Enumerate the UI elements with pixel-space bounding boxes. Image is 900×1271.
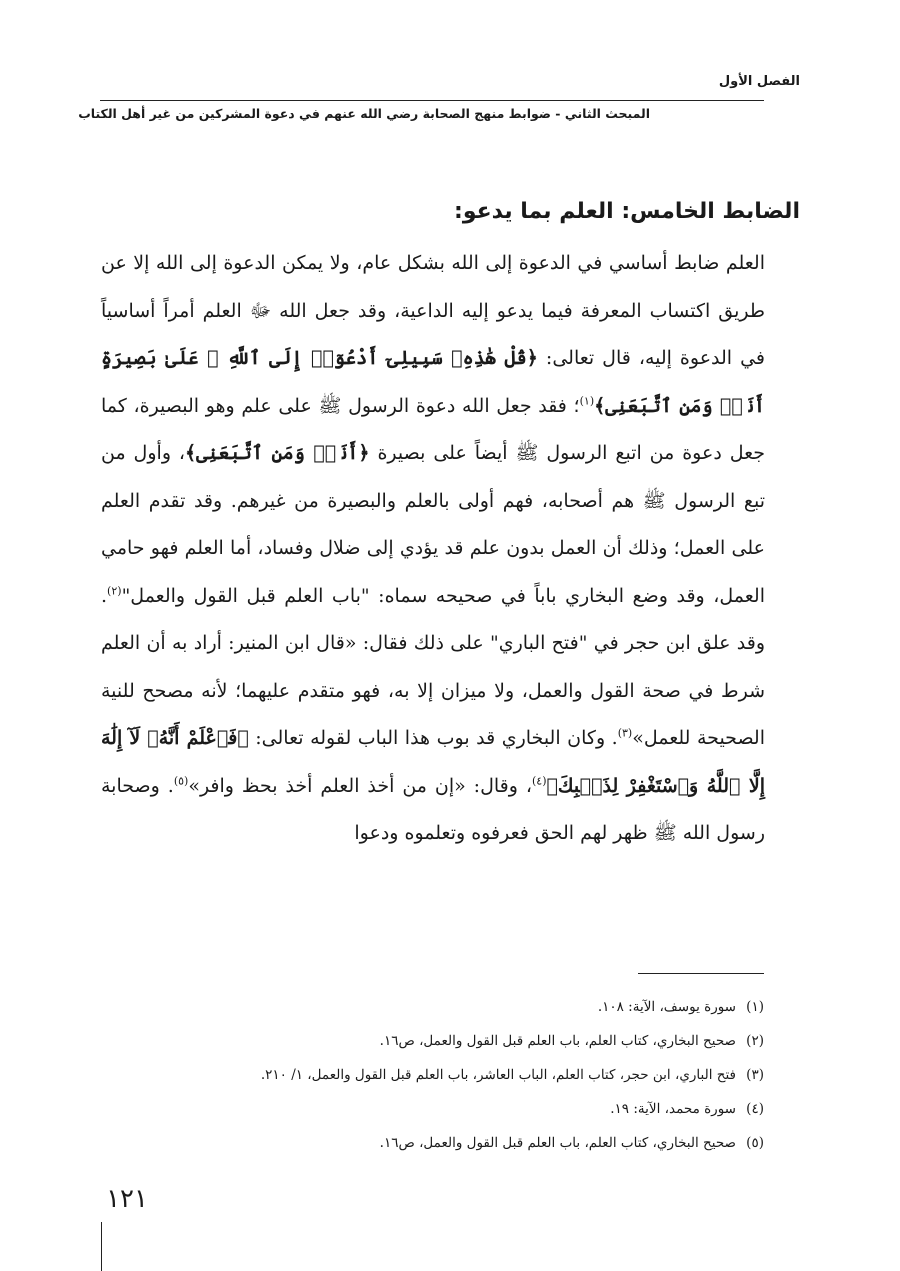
footnote-ref-2[interactable]: (٢) [107, 584, 122, 598]
page-number: ١٢١ [106, 1184, 148, 1214]
footnote-number: (٥) [746, 1135, 764, 1151]
footnote-item [100, 1058, 764, 1092]
footnote-item [100, 1024, 764, 1058]
quran-verse-1: ﴿قُلْ هَٰذِهِۦ سَبِيلِىٓ أَدْعُوٓا۟ إِلَى ٱللَّهِ ۚ عَلَىٰ بَصِيرَةٍ أَنَا۠ وَمَنِ ٱتَّبَعَنِى﴾ [101, 347, 765, 417]
footnote-text: صحيح البخاري، كتاب العلم، باب العلم قبل القول والعمل، ص١٦. [379, 1033, 736, 1049]
footnote-divider [638, 973, 764, 974]
footnote-ref-4[interactable]: (٤) [532, 774, 547, 788]
body-text-6: ، وقال: «إن من أخذ العلم أخذ بحظ وافر» [188, 774, 532, 797]
quran-verse-2: ﴿أَنَا۠ وَمَنِ ٱتَّبَعَنِى﴾ [185, 442, 370, 464]
footnote-number: (٤) [746, 1101, 764, 1117]
body-text-2: ؛ فقد جعل الله دعوة الرسول ﷺ على علم وهو البصيرة، كما جعل دعوة من اتبع الرسول ﷺ أيضاً على بصيرة [101, 394, 765, 464]
footnote-number: (١) [746, 999, 764, 1015]
body-paragraph [101, 240, 765, 858]
header-divider [100, 100, 764, 101]
footnote-ref-1[interactable]: (١) [579, 394, 595, 408]
body-text-1: العلم ضابط أساسي في الدعوة إلى الله بشكل عام، ولا يمكن الدعوة إلى الله إلا عن طريق اكتساب المعرفة فيما يدعو إليه الداعية، وقد جعل الله ﷻ العلم أمراً أساسياً في الدعوة إليه، قال تعالى: [101, 252, 765, 369]
footnote-text: صحيح البخاري، كتاب العلم، باب العلم قبل القول والعمل، ص١٦. [379, 1135, 736, 1151]
footnote-ref-5[interactable]: (٥) [173, 774, 189, 788]
margin-line [101, 1222, 102, 1271]
body-text-4: . وقد علق ابن حجر في "فتح الباري" على ذلك فقال: «قال ابن المنير: أراد به أن العلم شرط في صحة القول والعمل، ولا ميزان إلا به، فهو متقدم عليهما؛ لأنه مصحح للنية الصحيحة للعمل» [101, 584, 765, 749]
body-text-5: . وكان البخاري قد بوب هذا الباب لقوله تعالى: [248, 727, 618, 749]
footnote-item [100, 990, 764, 1024]
chapter-title: الفصل الأول [718, 74, 800, 89]
footnote-number: (٣) [746, 1067, 764, 1083]
footnote-number: (٢) [746, 1033, 764, 1049]
footnote-text: فتح الباري، ابن حجر، كتاب العلم، الباب العاشر، باب العلم قبل القول والعمل، ١/ ٢١٠. [260, 1067, 736, 1083]
footnote-ref-3[interactable]: (٣) [617, 726, 633, 740]
footnotes [100, 990, 764, 1160]
body-text-7: . وصحابة رسول الله ﷺ ظهر لهم الحق فعرفوه وتعلموه ودعوا [101, 774, 765, 844]
footnote-text: سورة يوسف، الآية: ١٠٨. [597, 999, 736, 1015]
quran-verse-3: ﴿فَٱعْلَمْ أَنَّهُۥ لَآ إِلَٰهَ إِلَّا ٱللَّهُ وَٱسْتَغْفِرْ لِذَنۢبِكَ﴾ [101, 727, 765, 797]
page-heading: الضابط الخامس: العلم بما يدعو: [454, 199, 800, 224]
footnote-item [100, 1126, 764, 1160]
section-title: المبحث الثاني - ضوابط منهج الصحابة رضي الله عنهم في دعوة المشركين من غير أهل الكتاب [78, 106, 650, 121]
footnote-item [100, 1092, 764, 1126]
body-text-3: ، وأول من تبع الرسول ﷺ هم أصحابه، فهم أولى بالعلم والبصيرة من غيرهم. وقد تقدم العلم على العمل؛ وذلك أن العمل بدون علم قد يؤدي إلى ضلال وفساد، أما العلم فهو حامي العمل، وقد وضع البخاري باباً في صحيحه سماه: "باب العلم قبل القول والعمل" [101, 442, 765, 607]
footnote-text: سورة محمد، الآية: ١٩. [610, 1101, 736, 1117]
